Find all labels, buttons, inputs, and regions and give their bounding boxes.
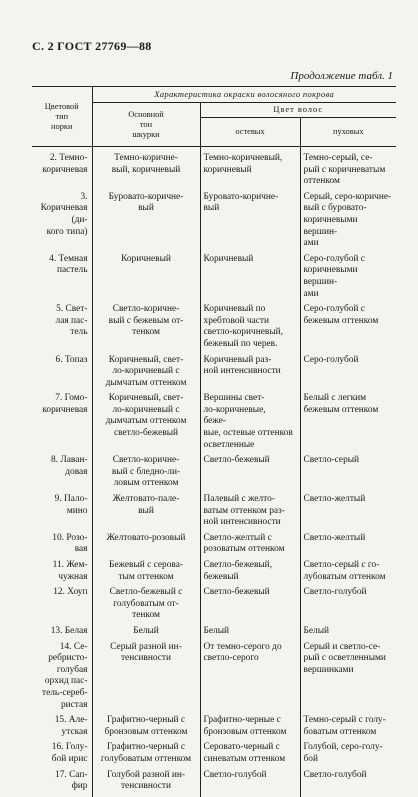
down-hair-cell: Серый и светло-се- рый с осветленными вершинками	[303, 641, 386, 675]
down-hair-cell: Серо-голубой с бежевым оттенком	[303, 304, 379, 326]
down-hair-cell: Голубой, серо-голу- бой	[303, 742, 383, 764]
base-tone-cell: Серый разной ин- тенсивности	[92, 642, 200, 716]
mink-type-cell: 8. Лаван- довая	[32, 455, 92, 494]
down-hair-cell: Светло-серый с го- лубоватым оттенком	[303, 560, 386, 582]
guard-hair-cell: Светло-голубой	[200, 770, 300, 797]
down-hair-header: пуховых	[300, 118, 396, 147]
table-row	[32, 147, 396, 192]
table-row	[32, 355, 396, 394]
guard-hair-cell: Коричневый по хребтовой части светло-коричневый, бежевый по черев.	[200, 304, 300, 354]
table-row	[32, 770, 396, 797]
guard-hair-cell: Светло-бежевый	[200, 455, 300, 494]
down-hair-cell: Серо-голубой	[303, 354, 359, 365]
guard-hair-cell: Палевый с желто- ватым оттенком раз- ной интенсивности	[200, 494, 300, 533]
mink-type-cell: 12. Хоуп	[32, 587, 92, 626]
base-tone-cell: Коричневый, свет- ло-коричневый с дымчатым оттенком	[92, 355, 200, 394]
mink-type-cell: 7. Гомо- коричневая	[32, 393, 92, 455]
table-row	[32, 560, 396, 587]
guard-hair-header: остевых	[200, 118, 300, 147]
base-tone-header: Основной тон шкурки	[92, 103, 200, 147]
table-row	[32, 304, 396, 354]
base-tone-cell: Светло-бежевый с голубоватым от- тенком	[92, 587, 200, 626]
base-tone-cell: Белый	[92, 626, 200, 642]
table-row	[32, 533, 396, 560]
table-row	[32, 715, 396, 742]
down-hair-cell: Светло-голубой	[303, 587, 367, 598]
mink-type-cell: 16. Голу- бой ирис	[32, 742, 92, 769]
table-row	[32, 494, 396, 533]
base-tone-cell: Буровато-коричне- вый	[92, 192, 200, 254]
guard-hair-cell: Серовато-черный с синеватым оттенком	[200, 742, 300, 769]
down-hair-cell: Светло-желтый	[303, 532, 366, 543]
base-tone-cell: Светло-коричне- вый с бледно-ли- ловым оттенком	[92, 455, 200, 494]
base-tone-cell: Желтовато-розовый	[92, 533, 200, 560]
guard-hair-cell: Коричневый	[200, 254, 300, 304]
guard-hair-cell: Коричневый раз- ной интенсивности	[200, 355, 300, 394]
type-column-header: Цветовой тип норки	[32, 87, 92, 147]
guard-hair-cell: Графитно-черные с бронзовым оттенком	[200, 715, 300, 742]
down-hair-cell: Темно-серый, се- рый с коричневатым оттенком	[303, 153, 386, 187]
table-body	[32, 147, 396, 797]
mink-type-cell: 15. Але- утская	[32, 715, 92, 742]
down-hair-cell: Темно-серый с голу- боватым оттенком	[303, 715, 386, 737]
down-hair-cell: Серый, серо-коричне- вый с буровато- коричневыми вершин- ами	[303, 191, 392, 249]
mink-color-table	[32, 86, 396, 797]
page-header: С. 2 ГОСТ 27769—88	[32, 39, 152, 53]
base-tone-cell: Голубой разной ин- тенсивности	[92, 770, 200, 797]
table-row	[32, 254, 396, 304]
base-tone-cell: Темно-коричне- вый, коричневый	[92, 147, 200, 192]
base-tone-cell: Светло-коричне- вый с бежевым от- тенком	[92, 304, 200, 354]
guard-hair-cell: Буровато-коричне- вый	[200, 192, 300, 254]
table-row	[32, 626, 396, 642]
guard-hair-cell: Вершины свет- ло-коричневые, беже- вые, остевые оттенков осветленные	[200, 393, 300, 455]
base-tone-cell: Коричневый	[92, 254, 200, 304]
table-row	[32, 742, 396, 769]
hair-color-header: Цвет волос	[200, 103, 396, 118]
guard-hair-cell: Светло-бежевый, бежевый	[200, 560, 300, 587]
down-hair-cell: Серо-голубой с коричневыми вершин- ами	[303, 253, 365, 299]
table-continuation-label: Продолжение табл. 1	[290, 70, 393, 82]
characteristic-header: Характеристика окраски волосяного покрова	[92, 87, 396, 103]
guard-hair-cell: Белый	[200, 626, 300, 642]
guard-hair-cell: От темно-серого до светло-серого	[200, 642, 300, 716]
mink-type-cell: 11. Жем- чужная	[32, 560, 92, 587]
down-hair-cell: Светло-желтый	[303, 494, 366, 505]
guard-hair-cell: Светло-бежевый	[200, 587, 300, 626]
mink-type-cell: 3. Коричневая (ди- кого типа)	[32, 192, 92, 254]
mink-type-cell: 10. Розо- вая	[32, 533, 92, 560]
base-tone-cell: Желтовато-пале- вый	[92, 494, 200, 533]
down-hair-cell: Светло-голубой	[303, 769, 367, 780]
table-row	[32, 192, 396, 254]
down-hair-cell: Светло-серый	[303, 455, 360, 466]
down-hair-cell: Белый	[303, 625, 330, 636]
mink-type-cell: 9. Пало- мино	[32, 494, 92, 533]
table-row	[32, 642, 396, 716]
mink-type-cell: 13. Белая	[32, 626, 92, 642]
down-hair-cell: Белый с легким бежевым оттенком	[303, 393, 379, 415]
base-tone-cell: Бежевый с серова- тым оттенком	[92, 560, 200, 587]
mink-type-cell: 17. Сап- фир	[32, 770, 92, 797]
base-tone-cell: Графитно-черный с бронзовым оттенком	[92, 715, 200, 742]
table-row	[32, 587, 396, 626]
base-tone-cell: Коричневый, свет- ло-коричневый с дымчатым оттенком светло-бежевый	[92, 393, 200, 455]
mink-type-cell: 4. Темная пастель	[32, 254, 92, 304]
mink-type-cell: 2. Темно- коричневая	[32, 147, 92, 192]
mink-type-cell: 5. Свет- лая пас- тель	[32, 304, 92, 354]
base-tone-cell: Графитно-черный с голубоватым оттенком	[92, 742, 200, 769]
table-row	[32, 455, 396, 494]
mink-type-cell: 6. Топаз	[32, 355, 92, 394]
table-row	[32, 393, 396, 455]
mink-type-cell: 14. Се- ребристо- голубая орхид пас- тель-сереб- ристая	[32, 642, 92, 716]
guard-hair-cell: Светло-желтый с розоватым оттенком	[200, 533, 300, 560]
guard-hair-cell: Темно-коричневый, коричневый	[200, 147, 300, 192]
